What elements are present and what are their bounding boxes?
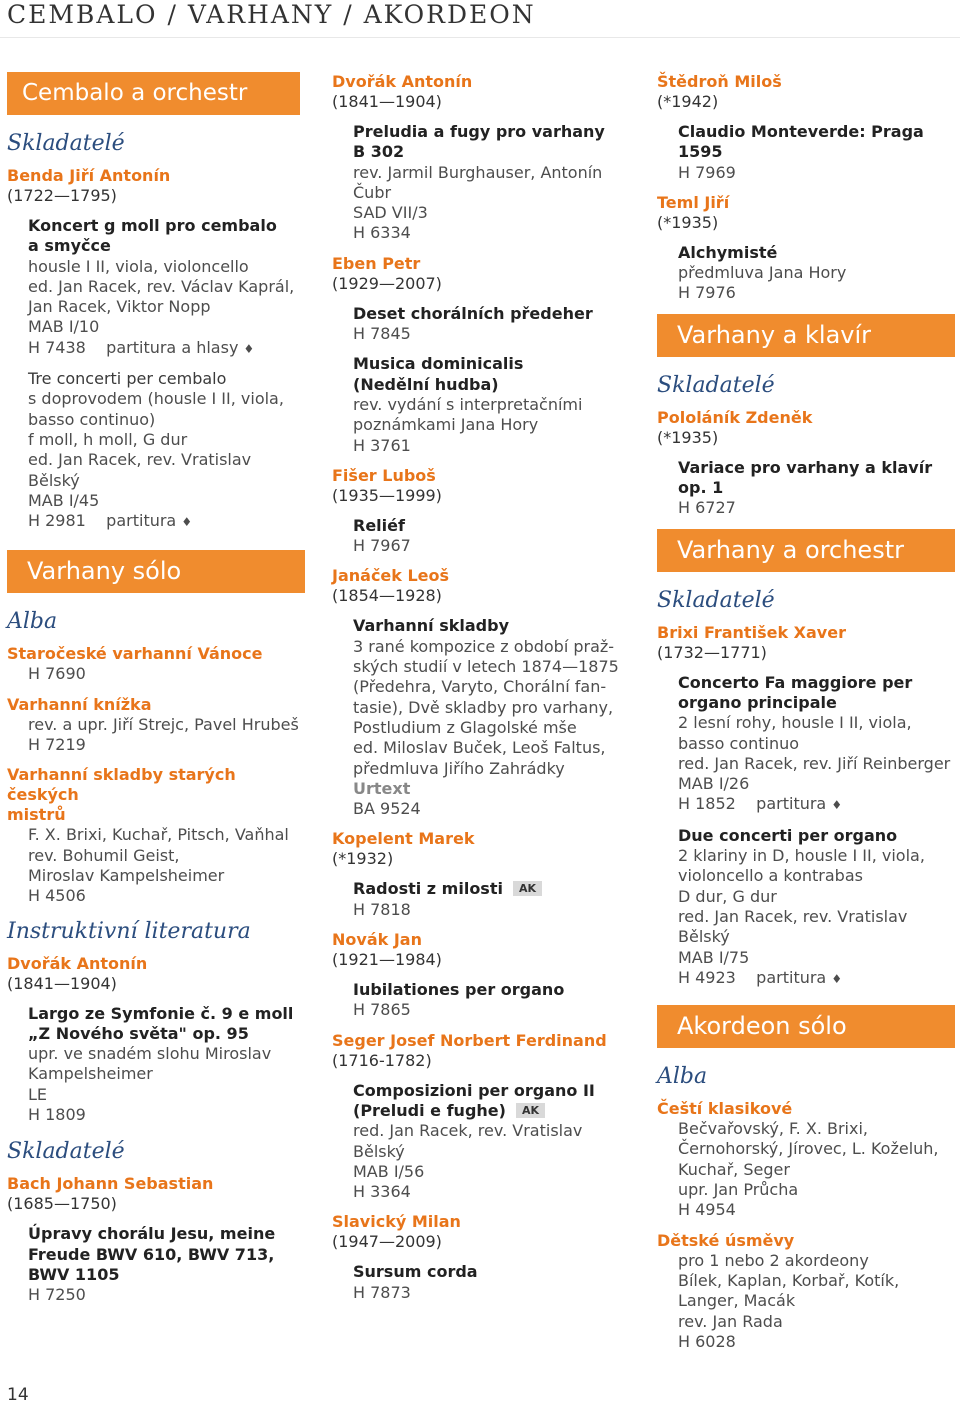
work-entry bbox=[28, 216, 307, 359]
composer-dates: (1921—1984) bbox=[332, 950, 442, 970]
section-bar-cembalo-orchestr: Cembalo a orchestr bbox=[7, 72, 300, 115]
composer-dates: (1935—1999) bbox=[332, 485, 442, 505]
work-entry bbox=[353, 304, 627, 345]
work-title: Musica dominicalis bbox=[353, 354, 524, 374]
work-detail: ed. Jan Racek, rev. Václav Kaprál, bbox=[28, 276, 295, 296]
composer-dates: (1947—2009) bbox=[332, 1232, 442, 1252]
work-title: Composizioni per organo II bbox=[353, 1080, 595, 1100]
work-entry bbox=[353, 616, 627, 819]
composer-dates: (*1932) bbox=[332, 849, 394, 869]
work-detail bbox=[28, 511, 307, 532]
album-detail: Bílek, Kaplan, Korbař, Kotík, bbox=[678, 1270, 900, 1290]
work-entry bbox=[353, 354, 627, 455]
work-title: BWV 1105 bbox=[28, 1264, 120, 1284]
work-detail: H 7818 bbox=[353, 899, 411, 919]
work-title: Claudio Monteverde: Praga 1595 bbox=[678, 122, 924, 162]
diamond-icon: ♦ bbox=[831, 798, 843, 813]
work-entry bbox=[678, 673, 957, 816]
composer-dates: (*1942) bbox=[657, 92, 719, 111]
work-detail: SAD VII/3 bbox=[353, 203, 428, 223]
work-detail: basso continuo bbox=[678, 733, 800, 753]
composer-name: Dvořák Antonín bbox=[7, 953, 148, 973]
composer-dates: (*1935) bbox=[657, 427, 719, 447]
work-detail: s doprovodem (housle I II, viola, bbox=[28, 389, 284, 409]
work-entry bbox=[678, 122, 957, 183]
section-heading: Skladatelé bbox=[657, 587, 775, 613]
composer-dates: (1841—1904) bbox=[332, 92, 442, 111]
work-detail: f moll, h moll, G dur bbox=[28, 429, 188, 449]
work-detail: H 7845 bbox=[353, 324, 411, 344]
column-1 bbox=[7, 72, 307, 1316]
album-detail: H 7690 bbox=[28, 664, 86, 684]
work-detail bbox=[678, 794, 957, 815]
composer-dates: (1685—1750) bbox=[7, 1194, 117, 1214]
album-title: Varhanní knížka bbox=[7, 694, 152, 714]
composer-name: Kopelent Marek bbox=[332, 829, 475, 849]
composer-dates: (1722—1795) bbox=[7, 186, 117, 205]
work-detail: 2 klariny in D, housle I II, viola, bbox=[678, 846, 925, 866]
work-detail: poznámkami Jana Hory bbox=[353, 415, 539, 435]
catalog-line: H 4923 partitura bbox=[678, 967, 827, 987]
work-title: „Z Nového světa" op. 95 bbox=[28, 1023, 249, 1043]
work-title: Variace pro varhany a klavír op. 1 bbox=[678, 457, 933, 498]
composer-name: Eben Petr bbox=[332, 253, 421, 273]
composer-name: Fišer Luboš bbox=[332, 465, 436, 485]
work-title: Úpravy chorálu Jesu, meine bbox=[28, 1224, 276, 1244]
work-detail: D dur, G dur bbox=[678, 886, 777, 906]
section-heading: Skladatelé bbox=[7, 1139, 125, 1165]
album-detail: F. X. Brixi, Kuchař, Pitsch, Vaňhal bbox=[28, 825, 289, 845]
composer-name: Pololáník Zdeněk bbox=[657, 407, 813, 427]
work-title: Alchymisté bbox=[678, 242, 778, 262]
work-detail: basso continuo) bbox=[28, 409, 156, 429]
album-title: Dětské úsměvy bbox=[657, 1230, 795, 1250]
work-title: Due concerti per organo bbox=[678, 825, 898, 845]
catalog-line: H 1852 partitura bbox=[678, 794, 827, 814]
section-bar-akordeon-solo: Akordeon sólo bbox=[657, 1005, 955, 1048]
work-detail: housle I II, viola, violoncello bbox=[28, 256, 249, 276]
work-detail: H 7969 bbox=[678, 162, 736, 182]
work-title: Radosti z milosti bbox=[353, 879, 503, 899]
work-detail: 3 rané kompozice z období praž- bbox=[353, 636, 615, 656]
composer-dates: (1929—2007) bbox=[332, 273, 442, 293]
album-detail: Bečvařovský, F. X. Brixi, bbox=[678, 1119, 868, 1139]
album-title: Staročeské varhanní Vánoce bbox=[7, 644, 263, 664]
album-detail: Miroslav Kampelsheimer bbox=[28, 865, 225, 885]
diamond-icon: ♦ bbox=[831, 971, 843, 986]
work-title: a smyčce bbox=[28, 236, 111, 256]
composer-dates: (1841—1904) bbox=[7, 973, 117, 993]
composer-name: Brixi František Xaver bbox=[657, 622, 846, 642]
work-detail: Postludium z Glagolské mše bbox=[353, 717, 577, 737]
work-entry bbox=[678, 826, 957, 989]
work-detail: red. Jan Racek, rev. Vratislav bbox=[353, 1121, 583, 1141]
work-detail: LE bbox=[28, 1084, 48, 1104]
section-bar-varhany-solo: Varhany sólo bbox=[7, 550, 305, 593]
work-entry bbox=[353, 879, 627, 920]
work-detail: MAB I/10 bbox=[28, 317, 100, 337]
work-detail bbox=[678, 968, 957, 989]
work-detail: MAB I/75 bbox=[678, 947, 750, 967]
work-title: Preludia a fugy pro varhany bbox=[353, 122, 605, 141]
album-detail: H 4954 bbox=[678, 1200, 736, 1220]
work-detail: H 6334 bbox=[353, 223, 411, 243]
work-detail: violoncello a kontrabas bbox=[678, 866, 863, 886]
work-entry bbox=[28, 369, 307, 532]
work-entry bbox=[353, 1262, 627, 1303]
work-detail: ed. Jan Racek, rev. Vratislav Bělský bbox=[28, 450, 252, 490]
album-detail: Kuchař, Seger bbox=[678, 1159, 790, 1179]
work-detail: MAB I/45 bbox=[28, 490, 100, 510]
header-divider bbox=[0, 37, 960, 38]
album-detail: rev. a upr. Jiří Strejc, Pavel Hrubeš bbox=[28, 714, 299, 734]
work-entry bbox=[28, 1004, 307, 1126]
album-detail: H 6028 bbox=[678, 1331, 736, 1351]
work-detail: red. Jan Racek, rev. Vratislav bbox=[678, 906, 908, 926]
work-title: Freude BWV 610, BWV 713, bbox=[28, 1244, 275, 1264]
album-detail: Langer, Macák bbox=[678, 1291, 796, 1311]
composer-name: Dvořák Antonín bbox=[332, 72, 473, 91]
album-entry bbox=[678, 1119, 957, 1220]
album-detail: rev. Jan Rada bbox=[678, 1311, 783, 1331]
work-detail: upr. ve snadém slohu Miroslav bbox=[28, 1044, 272, 1064]
album-detail: Černohorský, Jírovec, L. Koželuh, bbox=[678, 1139, 939, 1159]
work-detail: H 6727 bbox=[678, 498, 736, 518]
composer-name: Novák Jan bbox=[332, 930, 422, 950]
composer-name: Teml Jiří bbox=[657, 192, 730, 212]
column-3 bbox=[657, 72, 957, 1362]
work-detail: rev. Jarmil Burghauser, Antonín bbox=[353, 162, 603, 182]
album-entry bbox=[28, 664, 307, 684]
work-detail: H 3364 bbox=[353, 1182, 411, 1202]
composer-dates: (1854—1928) bbox=[332, 586, 442, 606]
work-entry bbox=[353, 122, 627, 244]
work-entry bbox=[353, 1081, 627, 1203]
work-detail: H 7873 bbox=[353, 1282, 411, 1302]
work-title-row bbox=[353, 1101, 627, 1121]
work-entry bbox=[353, 980, 627, 1021]
work-entry bbox=[28, 1224, 307, 1305]
album-detail: H 4506 bbox=[28, 886, 86, 906]
work-detail: Bělský bbox=[678, 927, 730, 947]
work-detail: tasie), Dvě skladby pro varhany, bbox=[353, 697, 614, 717]
work-detail: MAB I/56 bbox=[353, 1161, 425, 1181]
work-title: Iubilationes per organo bbox=[353, 980, 565, 1000]
work-detail: MAB I/26 bbox=[678, 774, 750, 794]
work-detail: BA 9524 bbox=[353, 799, 421, 819]
work-title: Tre concerti per cembalo bbox=[28, 369, 227, 389]
ak-badge: AK bbox=[516, 1103, 545, 1118]
work-detail: ed. Miloslav Buček, Leoš Faltus, bbox=[353, 738, 606, 758]
work-detail: 2 lesní rohy, housle I II, viola, bbox=[678, 713, 912, 733]
album-entry bbox=[678, 1251, 957, 1352]
work-detail: Jan Racek, Viktor Nopp bbox=[28, 297, 211, 317]
composer-name: Janáček Leoš bbox=[332, 566, 450, 586]
composer-name: Benda Jiří Antonín bbox=[7, 166, 171, 185]
work-title: Koncert g moll pro cembalo bbox=[28, 216, 277, 235]
composer-name: Seger Josef Norbert Ferdinand bbox=[332, 1030, 607, 1050]
catalog-line: H 7438 partitura a hlasy bbox=[28, 337, 239, 357]
section-heading: Alba bbox=[657, 1064, 708, 1090]
album-detail: pro 1 nebo 2 akordeony bbox=[678, 1250, 869, 1270]
work-detail: Čubr bbox=[353, 182, 392, 202]
work-detail: Bělský bbox=[353, 1141, 405, 1161]
section-heading: Skladatelé bbox=[7, 131, 125, 156]
work-title: Largo ze Symfonie č. 9 e moll bbox=[28, 1003, 294, 1023]
work-detail: H 3761 bbox=[353, 435, 411, 455]
work-detail: H 7250 bbox=[28, 1285, 86, 1305]
work-title: Varhanní skladby bbox=[353, 616, 509, 636]
work-title-row bbox=[353, 879, 627, 899]
column-2 bbox=[332, 72, 627, 1313]
section-heading: Alba bbox=[7, 609, 58, 635]
album-detail: rev. Bohumil Geist, bbox=[28, 845, 180, 865]
composer-dates: (1716-1782) bbox=[332, 1050, 432, 1070]
work-detail: předmluva Jana Hory bbox=[678, 263, 847, 283]
work-detail: H 7976 bbox=[678, 283, 736, 303]
section-bar-varhany-klavir: Varhany a klavír bbox=[657, 314, 955, 357]
diamond-icon: ♦ bbox=[243, 341, 255, 356]
work-title: Concerto Fa maggiore per bbox=[678, 672, 913, 692]
section-heading: Instruktivní literatura bbox=[7, 918, 251, 944]
section-bar-varhany-orchestr: Varhany a orchestr bbox=[657, 529, 955, 572]
work-detail: H 7967 bbox=[353, 536, 411, 556]
section-heading: Skladatelé bbox=[657, 372, 775, 398]
page-number: 14 bbox=[7, 1385, 29, 1405]
album-title: mistrů bbox=[7, 805, 66, 825]
urtext-label: Urtext bbox=[353, 778, 411, 798]
album-detail: upr. Jan Průcha bbox=[678, 1180, 799, 1200]
work-detail: H 1809 bbox=[28, 1105, 86, 1125]
work-detail: H 7865 bbox=[353, 1000, 411, 1020]
composer-name: Slavický Milan bbox=[332, 1212, 461, 1232]
work-detail: red. Jan Racek, rev. Jiří Reinberger bbox=[678, 753, 951, 773]
composer-dates: (*1935) bbox=[657, 212, 719, 232]
composer-dates: (1732—1771) bbox=[657, 642, 767, 662]
work-entry bbox=[678, 458, 957, 519]
work-detail: předmluva Jiřího Zahrádky bbox=[353, 758, 565, 778]
work-detail: Kampelsheimer bbox=[28, 1064, 153, 1084]
catalog-line: H 2981 partitura bbox=[28, 511, 177, 531]
page-header: CEMBALO / VARHANY / AKORDEON bbox=[7, 0, 536, 29]
work-title: organo principale bbox=[678, 692, 837, 712]
album-entry bbox=[28, 715, 307, 756]
work-title: Reliéf bbox=[353, 515, 405, 535]
work-title: B 302 bbox=[353, 142, 405, 162]
work-entry bbox=[353, 516, 627, 557]
album-entry bbox=[28, 825, 307, 906]
composer-name: Bach Johann Sebastian bbox=[7, 1174, 214, 1194]
work-title: (Preludi e fughe) bbox=[353, 1100, 506, 1120]
work-title: (Nedělní hudba) bbox=[353, 374, 499, 394]
album-title: Čeští klasikové bbox=[657, 1099, 793, 1119]
album-title: Varhanní skladby starých českých bbox=[7, 765, 236, 805]
diamond-icon: ♦ bbox=[181, 515, 193, 530]
work-entry bbox=[678, 243, 957, 304]
work-title: Deset chorálních předeher bbox=[353, 303, 593, 323]
composer-name: Štědroň Miloš bbox=[657, 72, 782, 91]
ak-badge: AK bbox=[513, 881, 542, 896]
album-detail: H 7219 bbox=[28, 735, 86, 755]
work-detail: (Předehra, Varyto, Chorální fan- bbox=[353, 677, 607, 697]
work-detail: ských studií v letech 1874—1875 bbox=[353, 657, 619, 677]
work-title: Sursum corda bbox=[353, 1262, 478, 1282]
work-detail bbox=[28, 338, 307, 359]
work-detail: rev. vydání s interpretačními bbox=[353, 394, 583, 414]
